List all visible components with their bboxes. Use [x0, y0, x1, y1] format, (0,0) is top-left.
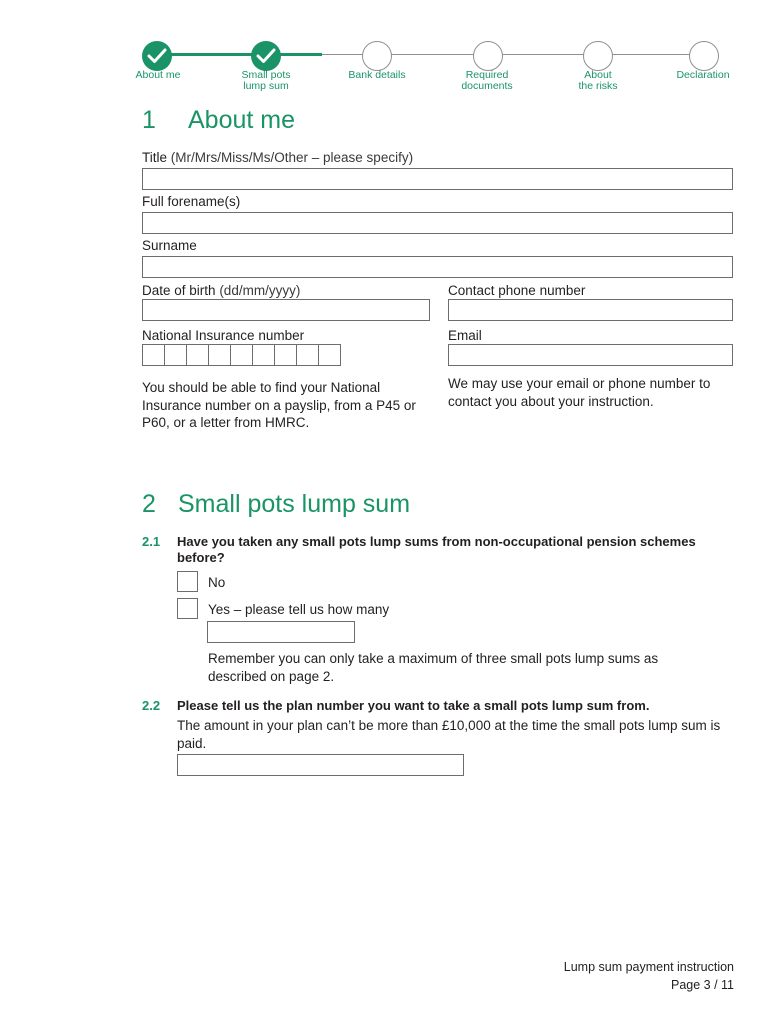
forename-field[interactable]	[142, 212, 733, 234]
ni-cell[interactable]	[275, 345, 297, 365]
dob-field[interactable]	[142, 299, 430, 321]
checkmark-icon	[147, 47, 167, 65]
progress-track-complete	[157, 53, 322, 56]
step-5-marker	[583, 41, 613, 71]
question-2-2-text: Please tell us the plan number you want to take a small pots lump sum from.	[177, 698, 650, 713]
ni-cell[interactable]	[187, 345, 209, 365]
ni-cell[interactable]	[297, 345, 319, 365]
ni-help-text: You should be able to find your National Insurance number on a payslip, from a P45 or P60, or a letter from HMRC.	[142, 380, 416, 430]
ni-cell[interactable]	[143, 345, 165, 365]
title-field[interactable]	[142, 168, 733, 190]
dob-label	[142, 283, 300, 299]
checkmark-icon	[256, 47, 276, 65]
step-4-marker	[473, 41, 503, 71]
no-option-label: No	[208, 575, 226, 590]
ni-label: National Insurance number	[142, 328, 305, 343]
maximum-note: Remember you can only take a maximum of three small pots lump sums as described on page 2.	[208, 651, 659, 684]
plan-number-field[interactable]	[177, 754, 464, 776]
surname-field[interactable]	[142, 256, 733, 278]
ni-number-field[interactable]	[142, 344, 341, 366]
question-2-1-text: Have you taken any small pots lump sums from non-occupational pension schemes before?	[177, 534, 696, 565]
step-6-marker	[689, 41, 719, 71]
email-help-text: We may use your email or phone number to contact you about your instruction.	[448, 376, 711, 409]
step-label-about-risks: About the risks	[578, 69, 618, 92]
ni-cell[interactable]	[165, 345, 187, 365]
title-label-hint: (Mr/Mrs/Miss/Ms/Other – please specify)	[170, 150, 414, 165]
step-label-required-documents: Required documents	[461, 69, 513, 92]
step-label-about-me: About me	[135, 69, 181, 81]
plan-amount-note: The amount in your plan can’t be more than £10,000 at the time the small pots lump sum is paid.	[177, 718, 721, 751]
footer-document-title: Lump sum payment instruction	[563, 960, 734, 974]
question-2-2-number: 2.2	[142, 698, 161, 713]
email-field[interactable]	[448, 344, 733, 366]
no-checkbox[interactable]	[177, 571, 198, 592]
step-3-marker	[362, 41, 392, 71]
ni-cell[interactable]	[319, 345, 340, 365]
yes-checkbox[interactable]	[177, 598, 198, 619]
section-2-title: Small pots lump sum	[178, 490, 411, 518]
email-label: Email	[448, 328, 482, 343]
phone-field[interactable]	[448, 299, 733, 321]
dob-label-hint: (dd/mm/yyyy)	[219, 283, 301, 298]
how-many-field[interactable]	[207, 621, 355, 643]
step-1-complete-marker	[142, 41, 172, 71]
section-1-number: 1	[142, 106, 156, 134]
ni-cell[interactable]	[253, 345, 275, 365]
section-1-title: About me	[188, 106, 296, 134]
ni-cell[interactable]	[231, 345, 253, 365]
ni-cell[interactable]	[209, 345, 231, 365]
step-label-small-pots: Small pots lump sum	[241, 69, 291, 92]
title-label	[142, 150, 413, 166]
surname-label: Surname	[142, 238, 197, 253]
section-2-number: 2	[142, 490, 156, 518]
title-label-text: Title	[142, 150, 168, 165]
step-label-bank-details: Bank details	[348, 69, 406, 81]
question-2-1-number: 2.1	[142, 534, 161, 549]
step-label-declaration: Declaration	[676, 69, 730, 81]
yes-option-label: Yes – please tell us how many	[208, 602, 390, 617]
step-2-complete-marker	[251, 41, 281, 71]
forename-label: Full forename(s)	[142, 194, 241, 209]
phone-label: Contact phone number	[448, 283, 586, 298]
footer-page-number: Page 3 / 11	[670, 978, 734, 992]
dob-label-text: Date of birth	[142, 283, 216, 298]
